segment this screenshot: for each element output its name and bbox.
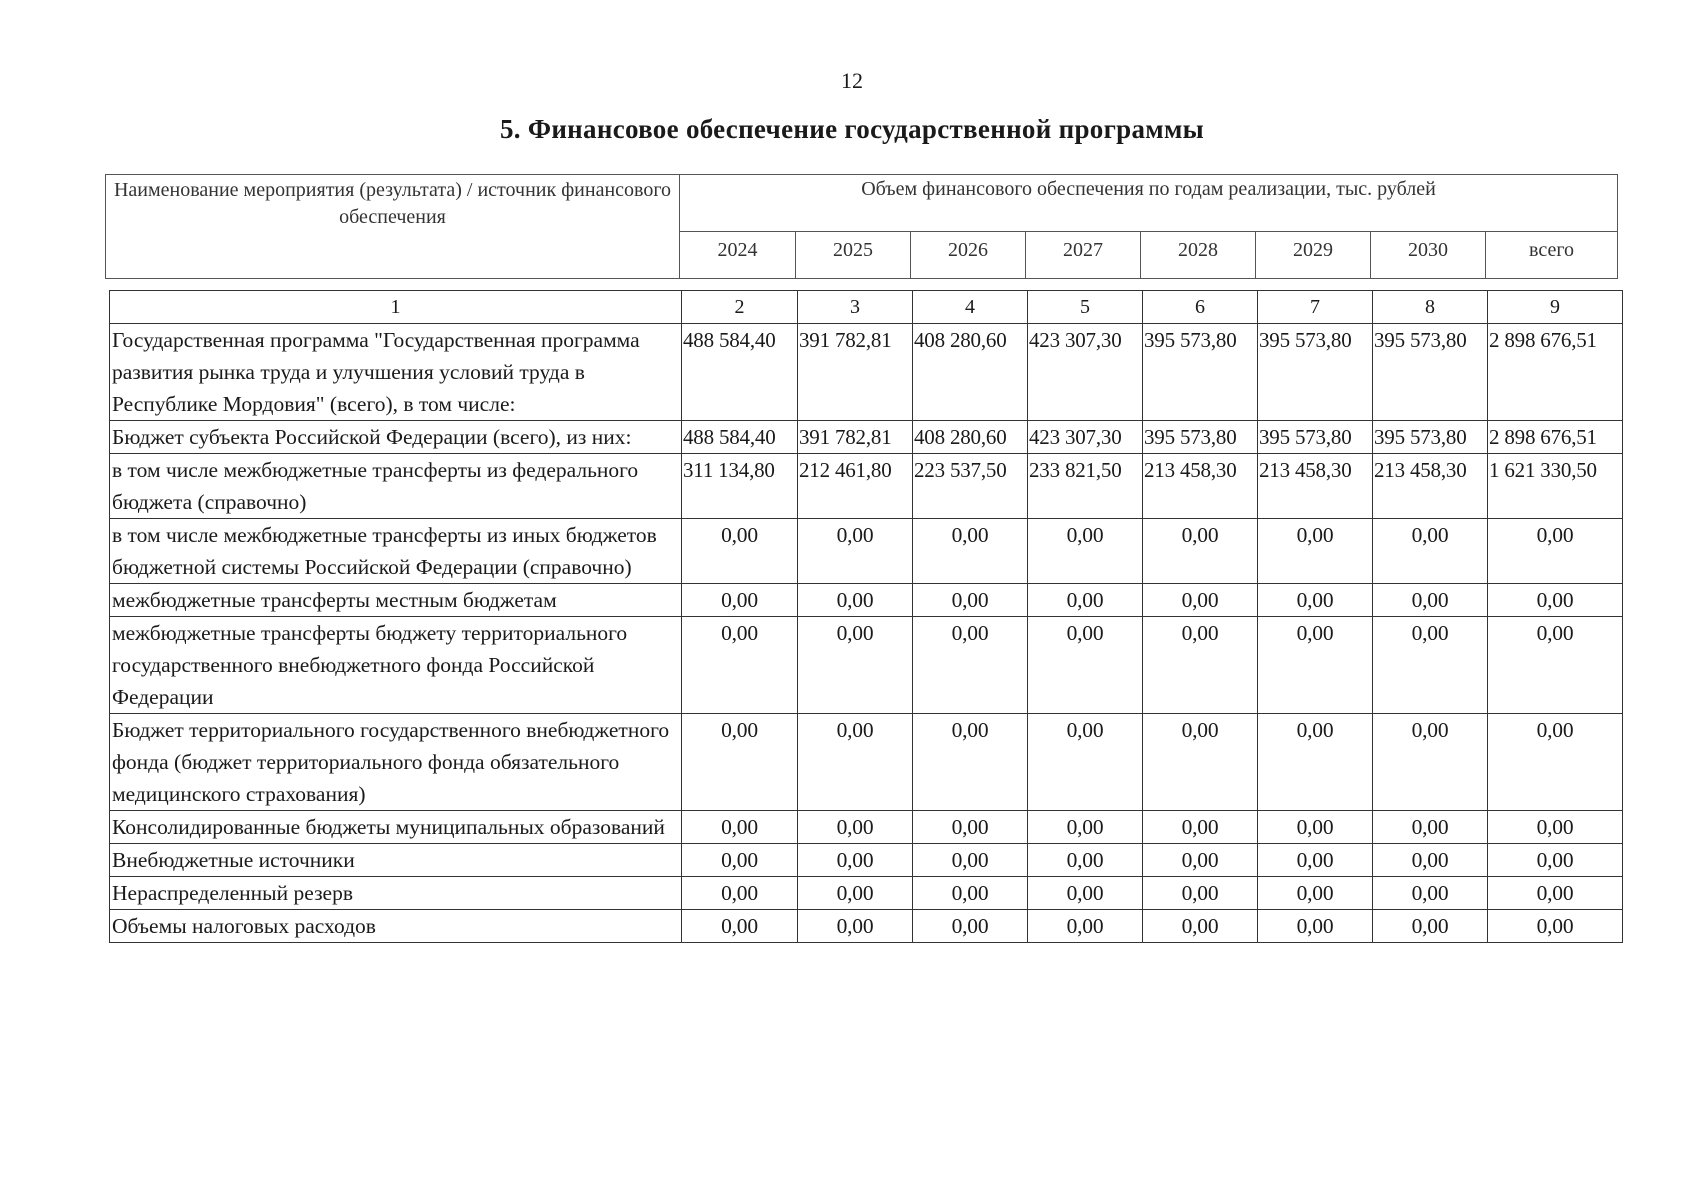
row-value: 0,00 xyxy=(1373,844,1488,877)
row-value: 0,00 xyxy=(1143,617,1258,714)
row-value: 0,00 xyxy=(682,617,798,714)
row-value: 0,00 xyxy=(798,811,913,844)
table-row xyxy=(110,519,1623,584)
row-value: 0,00 xyxy=(1373,584,1488,617)
row-value: 0,00 xyxy=(1028,584,1143,617)
page-title: 5. Финансовое обеспечение государственной программы xyxy=(499,114,1205,144)
row-value: 423 307,30 xyxy=(1028,421,1143,454)
header-year: 2027 xyxy=(1026,232,1141,279)
row-value: 395 573,80 xyxy=(1373,421,1488,454)
row-value: 0,00 xyxy=(1258,714,1373,811)
row-value: 0,00 xyxy=(1028,519,1143,584)
row-value: 0,00 xyxy=(1028,811,1143,844)
row-value: 0,00 xyxy=(913,844,1028,877)
row-total: 0,00 xyxy=(1488,877,1623,910)
row-value: 0,00 xyxy=(682,519,798,584)
row-value: 0,00 xyxy=(1258,584,1373,617)
row-value: 391 782,81 xyxy=(798,421,913,454)
page-number: 12 xyxy=(841,68,863,93)
row-value: 0,00 xyxy=(1143,714,1258,811)
row-value: 395 573,80 xyxy=(1258,421,1373,454)
row-value: 395 573,80 xyxy=(1258,324,1373,421)
header-year: 2029 xyxy=(1256,232,1371,279)
row-value: 395 573,80 xyxy=(1143,324,1258,421)
row-value: 0,00 xyxy=(682,844,798,877)
row-value: 408 280,60 xyxy=(913,421,1028,454)
column-number: 7 xyxy=(1258,291,1373,324)
row-value: 0,00 xyxy=(1028,844,1143,877)
table-row xyxy=(110,454,1623,519)
header-year: 2028 xyxy=(1141,232,1256,279)
column-number: 5 xyxy=(1028,291,1143,324)
header-volume-group: Объем финансового обеспечения по годам реализации, тыс. рублей xyxy=(680,175,1618,232)
row-value: 0,00 xyxy=(1258,519,1373,584)
row-value: 0,00 xyxy=(1143,877,1258,910)
row-total: 0,00 xyxy=(1488,519,1623,584)
row-value: 0,00 xyxy=(1373,811,1488,844)
row-name: межбюджетные трансферты местным бюджетам xyxy=(110,584,682,617)
row-value: 0,00 xyxy=(798,584,913,617)
row-value: 488 584,40 xyxy=(682,324,798,421)
row-value: 0,00 xyxy=(682,584,798,617)
row-value: 488 584,40 xyxy=(682,421,798,454)
row-value: 233 821,50 xyxy=(1028,454,1143,519)
row-total: 0,00 xyxy=(1488,910,1623,943)
row-value: 395 573,80 xyxy=(1373,324,1488,421)
row-value: 0,00 xyxy=(1028,714,1143,811)
header-name-column: Наименование мероприятия (результата) / источник финансового обеспечения xyxy=(106,175,680,279)
row-value: 212 461,80 xyxy=(798,454,913,519)
row-value: 0,00 xyxy=(913,910,1028,943)
row-value: 0,00 xyxy=(913,811,1028,844)
row-total: 2 898 676,51 xyxy=(1488,421,1623,454)
row-value: 0,00 xyxy=(798,910,913,943)
row-value: 0,00 xyxy=(913,519,1028,584)
header-year: 2025 xyxy=(796,232,911,279)
row-value: 0,00 xyxy=(1143,584,1258,617)
financing-table xyxy=(109,290,1623,943)
row-total: 0,00 xyxy=(1488,844,1623,877)
row-name: Бюджет территориального государственного внебюджетного фонда (бюджет территориального фонда обязательного медицинского страхования) xyxy=(110,714,682,811)
row-value: 391 782,81 xyxy=(798,324,913,421)
table-row xyxy=(110,714,1623,811)
row-value: 0,00 xyxy=(682,714,798,811)
row-total: 0,00 xyxy=(1488,811,1623,844)
row-value: 0,00 xyxy=(913,617,1028,714)
column-number: 9 xyxy=(1488,291,1623,324)
table-row xyxy=(110,844,1623,877)
row-value: 408 280,60 xyxy=(913,324,1028,421)
row-value: 0,00 xyxy=(913,714,1028,811)
header-year: 2024 xyxy=(680,232,796,279)
row-value: 0,00 xyxy=(913,584,1028,617)
row-value: 0,00 xyxy=(798,844,913,877)
row-value: 0,00 xyxy=(1258,910,1373,943)
table-row xyxy=(110,324,1623,421)
header-year: 2026 xyxy=(911,232,1026,279)
row-name: Государственная программа "Государственная программа развития рынка труда и улучшения условий труда в Республике Мордовия" (всего), в том числе: xyxy=(110,324,682,421)
row-value: 0,00 xyxy=(1373,617,1488,714)
row-name: межбюджетные трансферты бюджету территориального государственного внебюджетного фонда Российской Федерации xyxy=(110,617,682,714)
row-value: 0,00 xyxy=(1258,877,1373,910)
row-total: 2 898 676,51 xyxy=(1488,324,1623,421)
row-value: 0,00 xyxy=(682,877,798,910)
row-value: 0,00 xyxy=(1373,714,1488,811)
row-total: 0,00 xyxy=(1488,617,1623,714)
column-number: 6 xyxy=(1143,291,1258,324)
row-name: Нераспределенный резерв xyxy=(110,877,682,910)
table-row xyxy=(110,910,1623,943)
table-row xyxy=(110,811,1623,844)
row-value: 311 134,80 xyxy=(682,454,798,519)
row-value: 0,00 xyxy=(913,877,1028,910)
table-row xyxy=(110,584,1623,617)
row-value: 0,00 xyxy=(1258,617,1373,714)
row-total: 0,00 xyxy=(1488,584,1623,617)
column-number-row xyxy=(110,291,1623,324)
row-name: Консолидированные бюджеты муниципальных образований xyxy=(110,811,682,844)
row-value: 0,00 xyxy=(1143,844,1258,877)
row-value: 223 537,50 xyxy=(913,454,1028,519)
row-total: 1 621 330,50 xyxy=(1488,454,1623,519)
row-value: 0,00 xyxy=(1373,910,1488,943)
table-row xyxy=(110,421,1623,454)
row-value: 0,00 xyxy=(1143,811,1258,844)
row-value: 0,00 xyxy=(1258,844,1373,877)
row-value: 0,00 xyxy=(798,617,913,714)
table-header xyxy=(105,174,1618,279)
row-value: 0,00 xyxy=(1258,811,1373,844)
table-row xyxy=(110,877,1623,910)
table-row xyxy=(110,617,1623,714)
column-number: 3 xyxy=(798,291,913,324)
row-value: 213 458,30 xyxy=(1373,454,1488,519)
row-value: 0,00 xyxy=(682,910,798,943)
header-total: всего xyxy=(1486,232,1618,279)
row-value: 0,00 xyxy=(1143,910,1258,943)
row-value: 0,00 xyxy=(1028,617,1143,714)
header-year: 2030 xyxy=(1371,232,1486,279)
row-name: Бюджет субъекта Российской Федерации (всего), из них: xyxy=(110,421,682,454)
row-value: 0,00 xyxy=(798,714,913,811)
row-value: 0,00 xyxy=(1143,519,1258,584)
row-value: 0,00 xyxy=(798,877,913,910)
row-value: 395 573,80 xyxy=(1143,421,1258,454)
column-number: 8 xyxy=(1373,291,1488,324)
column-number: 2 xyxy=(682,291,798,324)
row-value: 0,00 xyxy=(1028,910,1143,943)
row-value: 0,00 xyxy=(798,519,913,584)
row-value: 423 307,30 xyxy=(1028,324,1143,421)
row-name: в том числе межбюджетные трансферты из федерального бюджета (справочно) xyxy=(110,454,682,519)
column-number: 4 xyxy=(913,291,1028,324)
row-total: 0,00 xyxy=(1488,714,1623,811)
row-value: 0,00 xyxy=(1373,519,1488,584)
row-name: Внебюджетные источники xyxy=(110,844,682,877)
column-number: 1 xyxy=(110,291,682,324)
row-value: 0,00 xyxy=(1373,877,1488,910)
row-name: Объемы налоговых расходов xyxy=(110,910,682,943)
row-value: 213 458,30 xyxy=(1258,454,1373,519)
row-value: 0,00 xyxy=(682,811,798,844)
row-value: 0,00 xyxy=(1028,877,1143,910)
row-name: в том числе межбюджетные трансферты из иных бюджетов бюджетной системы Российской Федерации (справочно) xyxy=(110,519,682,584)
row-value: 213 458,30 xyxy=(1143,454,1258,519)
